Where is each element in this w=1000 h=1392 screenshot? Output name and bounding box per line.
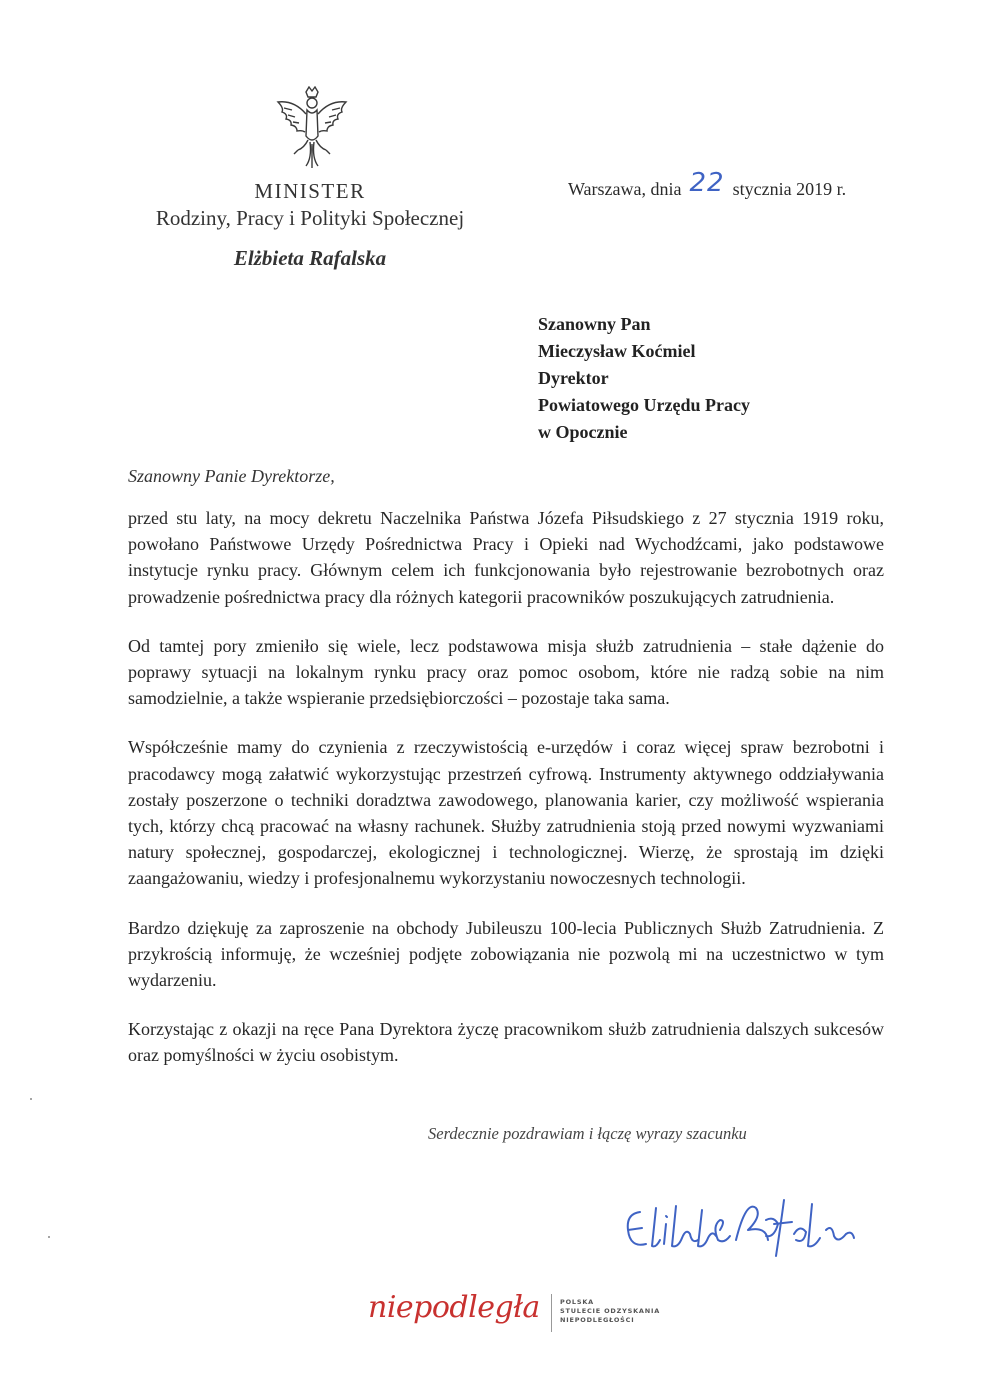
logo-divider [551,1294,552,1332]
letter-body [128,505,884,1092]
body-paragraph: Korzystając z okazji na ręce Pana Dyrektora życzę pracownikom służb zatrudnienia dalszych sukcesów oraz pomyślności w życiu osobistym. [128,1019,884,1066]
letterhead [100,178,520,271]
logo-caption-line: STULECIE ODZYSKANIA [560,1307,661,1315]
polish-eagle-emblem-icon [272,86,352,172]
recipient-line: Mieczysław Koćmiel [538,341,696,361]
letterhead-title: MINISTER [254,179,366,203]
dateline-suffix: stycznia 2019 r. [732,179,847,199]
dateline-prefix: Warszawa, dnia [568,179,682,199]
recipient-block [538,311,750,446]
logo-caption [560,1298,660,1325]
logo-wordmark: niepodległa [368,1290,540,1325]
minister-name: Elżbieta Rafalska [233,246,387,270]
recipient-line: Dyrektor [538,368,609,388]
recipient-line: Szanowny Pan [538,314,651,334]
dateline-day: 22 [689,168,725,198]
recipient-line: w Opocznie [538,422,628,442]
logo-caption-line: POLSKA [560,1298,594,1306]
signature-icon [616,1190,878,1270]
body-paragraph: przed stu laty, na mocy dekretu Naczelnika Państwa Józefa Piłsudskiego z 27 stycznia 1919 roku, powołano Państwowe Urzędy Pośrednictwa Pracy i Opieki nad Wychodźcami, jako podstawowe instytucje rynku pracy. Głównym celem ich funkcjonowania było rejestrowanie bezrobotnych oraz prowadzenie pośrednictwa pracy dla różnych kategorii pracowników poszukujących zatrudnienia. [128,508,884,607]
niepodlegla-logo [368,1290,668,1340]
body-paragraph: Współcześnie mamy do czynienia z rzeczywistością e-urzędów i coraz więcej spraw bezrobotni i pracodawcy mogą załatwić wykorzystując przestrzeń cyfrową. Instrumenty aktywnego oddziaływania zostały poszerzone o techniki doradztwa zawodowego, planowania karier, czy możliwość wspierania tych, którzy chcą pracować na własny rachunek. Służby zatrudnienia stoją przed nowymi wyzwaniami natury społecznej, gospodarczej, ekologicznej i technologicznej. Wierzę, że sprostają im dzięki zaangażowaniu, wiedzy i profesjonalnemu wykorzystaniu nowoczesnych technologii. [128,737,884,889]
salutation: Szanowny Panie Dyrektorze, [128,466,335,486]
body-paragraph: Bardzo dziękuję za zaproszenie na obchody Jubileuszu 100-lecia Publicznych Służb Zatrudnienia. Z przykrością informuję, że wcześniej podjęte zobowiązania nie pozwolą mi na uczestnictwo w tym wydarzeniu. [128,917,884,991]
scan-speck [48,1236,50,1238]
scan-speck [30,1098,32,1100]
body-paragraph: Od tamtej pory zmieniło się wiele, lecz podstawowa misja służb zatrudnienia – stałe dążenie do poprawy sytuacji na lokalnym rynku pracy oraz pomoc osobom, które nie radzą sobie na nim samodzielnie, a także wspieranie przedsiębiorczości – pozostaje taka sama. [128,635,884,709]
ministry-name: Rodziny, Pracy i Polityki Społecznej [155,206,465,230]
dateline [568,168,847,202]
recipient-line: Powiatowego Urzędu Pracy [538,395,750,415]
closing-line: Serdecznie pozdrawiam i łączę wyrazy szacunku [428,1124,747,1143]
logo-caption-line: NIEPODLEGŁOŚCI [560,1316,635,1324]
